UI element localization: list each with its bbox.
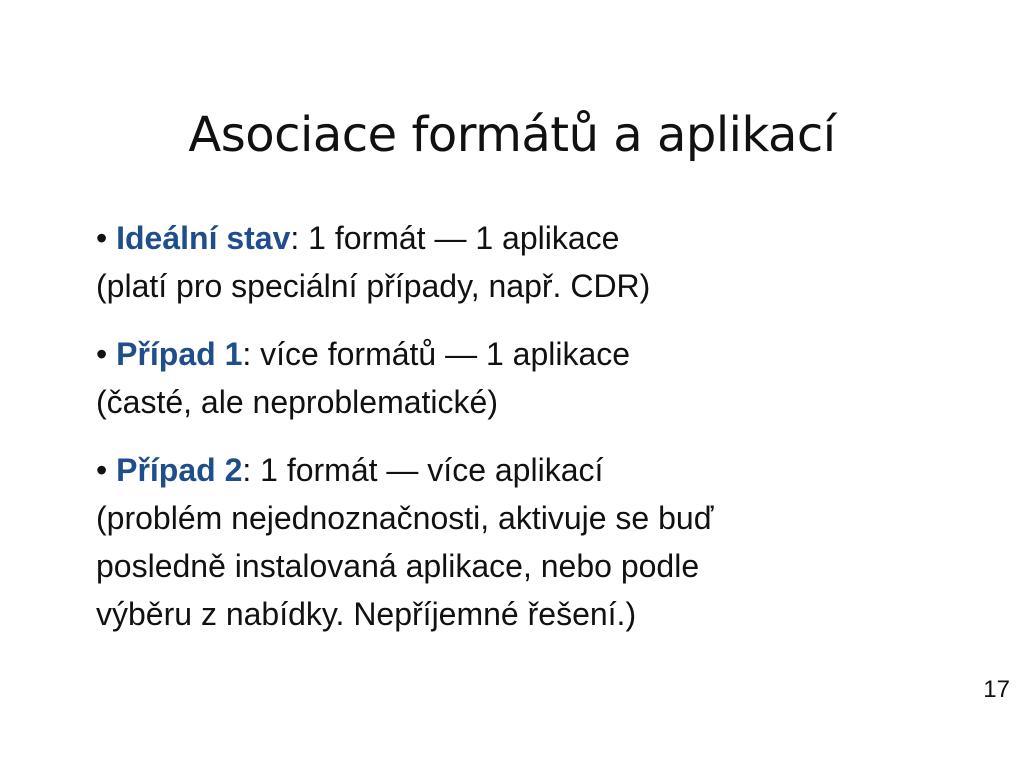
- bullet-case-2: [96, 446, 956, 638]
- bullet-marker: •: [96, 336, 108, 372]
- bullet-term: Ideální stav: [116, 220, 291, 256]
- bullet-term: Případ 2: [116, 452, 243, 488]
- bullet-term: Případ 1: [116, 336, 243, 372]
- bullet-text: : více formátů — 1 aplikace: [242, 336, 631, 372]
- slide-title: Asociace formátů a aplikací: [188, 107, 836, 163]
- bullet-ideal-state: [96, 214, 956, 310]
- bullet-note-line: (problém nejednoznačnosti, aktivuje se buď: [96, 500, 714, 536]
- slide-number: 17: [983, 676, 1010, 703]
- bullet-text: : 1 formát — 1 aplikace: [290, 220, 620, 256]
- bullet-marker: •: [96, 220, 108, 256]
- bullet-note-line: posledně instalovaná aplikace, nebo podle: [96, 548, 700, 584]
- bullet-note-line: výběru z nabídky. Nepříjemné řešení.): [96, 596, 637, 632]
- bullet-note: (platí pro speciální případy, např. CDR): [96, 268, 651, 304]
- bullet-marker: •: [96, 452, 108, 488]
- bullet-text: : 1 formát — více aplikací: [242, 452, 604, 488]
- bullet-case-1: [96, 330, 956, 426]
- bullet-list: [96, 214, 956, 658]
- bullet-note: (časté, ale neproblematické): [96, 384, 498, 420]
